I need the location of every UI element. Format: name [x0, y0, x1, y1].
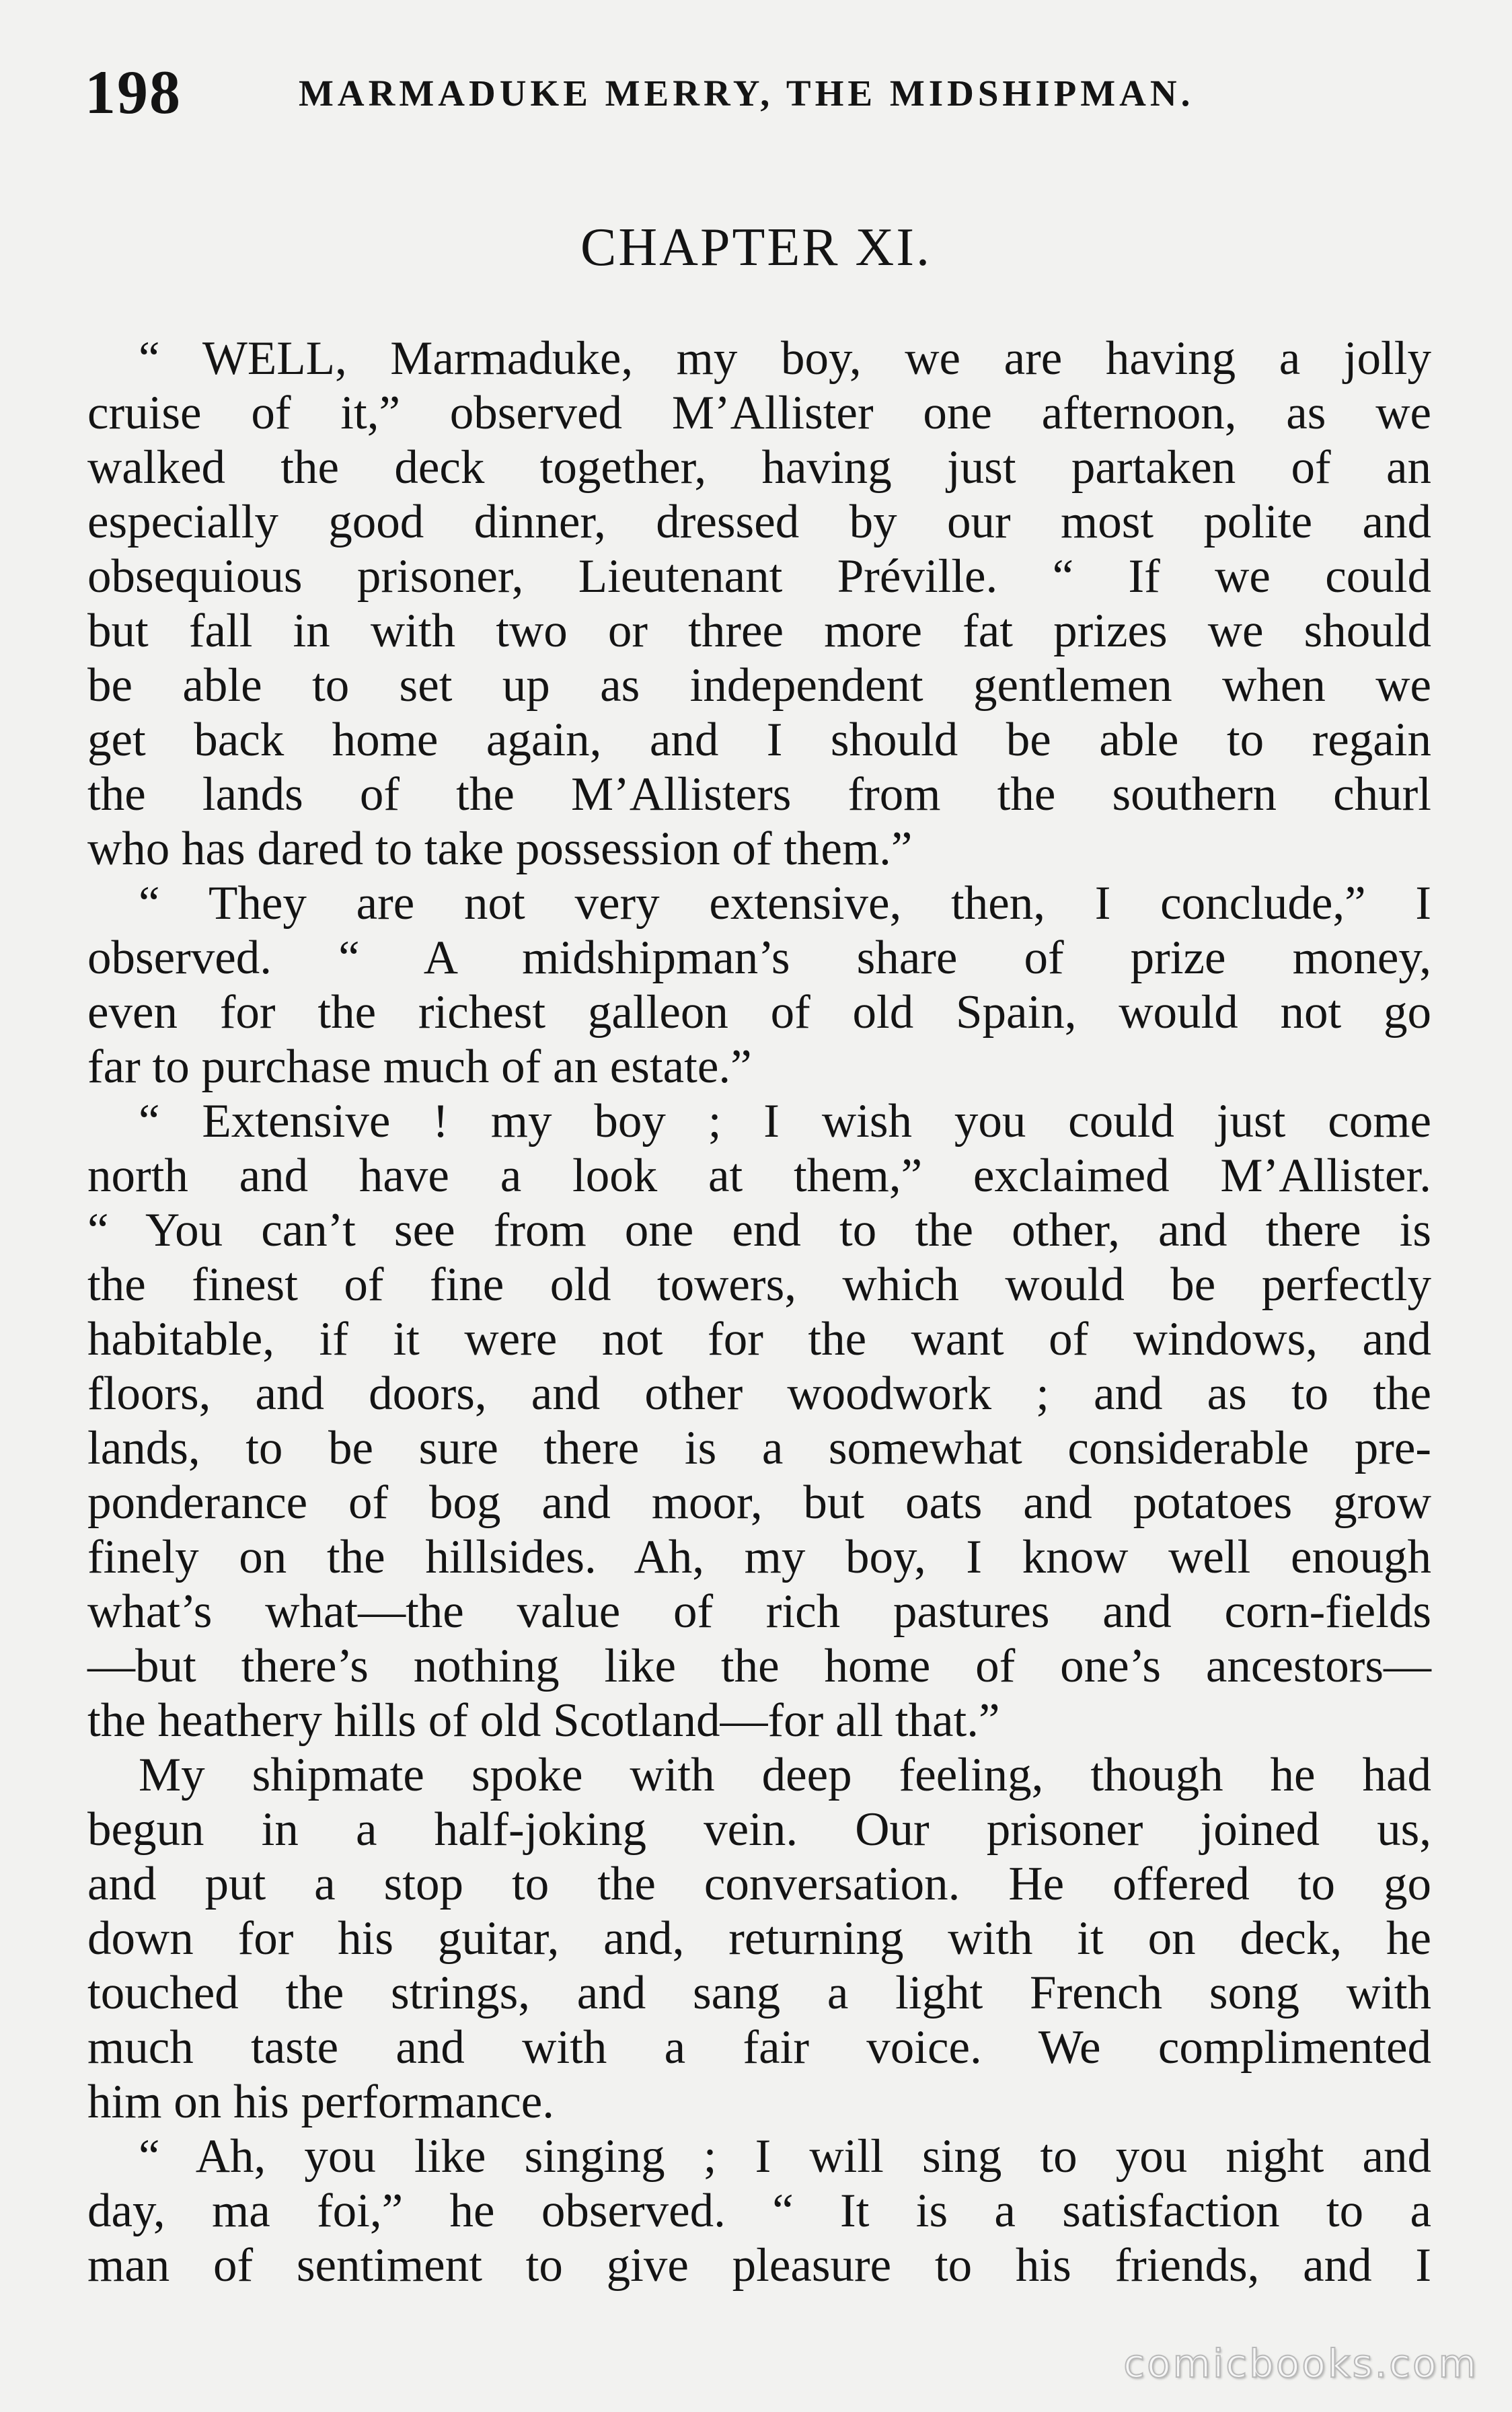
text-line: who has dared to take possession of them.”: [87, 823, 913, 875]
text-line: day, ma foi,” he observed. “ It is a satisfaction to a: [87, 2185, 1431, 2237]
text-line: get back home again, and I should be able to regain: [87, 714, 1431, 766]
page-number: 198: [85, 58, 182, 126]
text-line: him on his performance.: [87, 2076, 555, 2128]
text-line: and put a stop to the conversation. He offered to go: [87, 1858, 1431, 1910]
book-title: MARMADUKE MERRY, THE MIDSHIPMAN.: [299, 73, 1195, 114]
text-line: but fall in with two or three more fat prizes we should: [87, 605, 1431, 657]
text-line: what’s what—the value of rich pastures and corn-fields: [87, 1585, 1431, 1638]
text-line: much taste and with a fair voice. We complimented: [87, 2021, 1431, 2074]
text-line: walked the deck together, having just partaken of an: [87, 441, 1431, 494]
running-head: [85, 55, 1431, 129]
text-line: “ They are not very extensive, then, I conclude,” I: [139, 877, 1431, 930]
chapter-title: CHAPTER XI.: [580, 218, 932, 277]
body-text: [87, 332, 1431, 2293]
text-line: ponderance of bog and moor, but oats and potatoes grow: [87, 1476, 1431, 1529]
text-line: be able to set up as independent gentlemen when we: [87, 659, 1431, 712]
text-line: touched the strings, and sang a light French song with: [87, 1967, 1431, 2019]
text-line: finely on the hillsides. Ah, my boy, I know well enough: [87, 1531, 1431, 1583]
text-line: floors, and doors, and other woodwork ; and as to the: [87, 1367, 1431, 1420]
text-line: cruise of it,” observed M’Allister one afternoon, as we: [87, 387, 1431, 439]
text-line: the finest of fine old towers, which would be perfectly: [87, 1258, 1431, 1311]
text-line: habitable, if it were not for the want of windows, and: [87, 1313, 1431, 1365]
text-line: My shipmate spoke with deep feeling, though he had: [139, 1749, 1431, 1801]
text-line: lands, to be sure there is a somewhat considerable pre-: [87, 1422, 1431, 1474]
text-line: the heathery hills of old Scotland—for all that.”: [87, 1694, 1000, 1747]
text-line: man of sentiment to give pleasure to his friends, and I: [87, 2239, 1431, 2292]
text-line: the lands of the M’Allisters from the southern churl: [87, 768, 1431, 821]
text-line: begun in a half-joking vein. Our prisoner joined us,: [87, 1803, 1431, 1856]
text-line: “ Extensive ! my boy ; I wish you could just come: [139, 1095, 1431, 1147]
text-line: “ WELL, Marmaduke, my boy, we are having a jolly: [139, 332, 1431, 385]
text-line: —but there’s nothing like the home of one’s ancestors—: [87, 1640, 1431, 1692]
text-line: far to purchase much of an estate.”: [87, 1041, 752, 1093]
text-line: north and have a look at them,” exclaimed M’Allister.: [87, 1150, 1431, 1202]
text-line: observed. “ A midshipman’s share of prize money,: [87, 932, 1431, 984]
text-line: especially good dinner, dressed by our most polite and: [87, 496, 1431, 548]
text-line: even for the richest galleon of old Spain, would not go: [87, 986, 1431, 1039]
watermark: comicbooks.com: [1123, 2341, 1478, 2386]
text-line: “ You can’t see from one end to the other, and there is: [87, 1204, 1431, 1256]
text-line: “ Ah, you like singing ; I will sing to you night and: [139, 2130, 1431, 2183]
text-line: obsequious prisoner, Lieutenant Préville. “ If we could: [87, 550, 1431, 603]
text-line: down for his guitar, and, returning with it on deck, he: [87, 1912, 1431, 1965]
